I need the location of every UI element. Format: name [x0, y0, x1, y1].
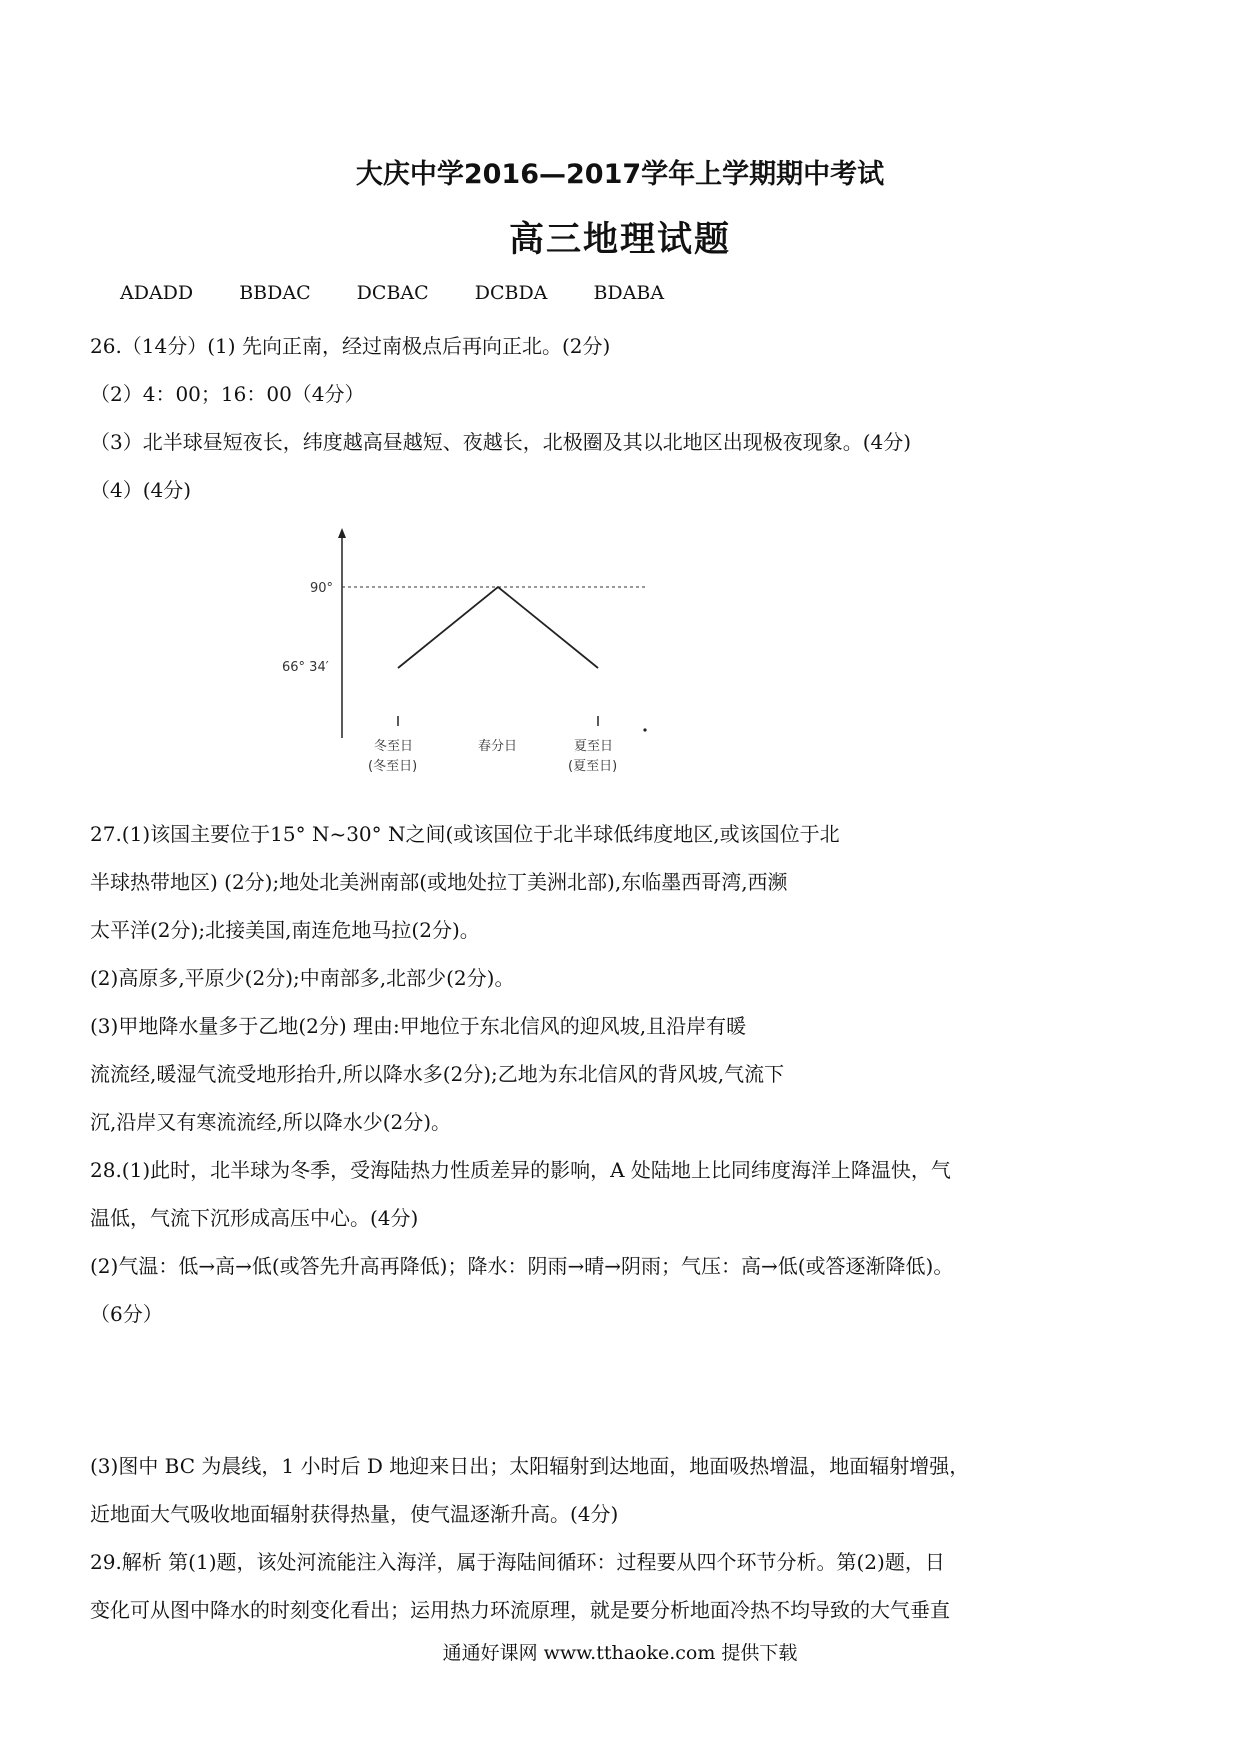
q28-line: (2)气温：低→高→低(或答先升高再降低)；降水：阴雨→晴→阴雨；气压：高→低(或答逐渐降低)。	[90, 1254, 954, 1278]
exam-title: 大庆中学2016—2017学年上学期期中考试	[355, 159, 885, 190]
q27-line: 流流经,暖湿气流受地形抬升,所以降水多(2分);乙地为东北信风的背风坡,气流下	[90, 1062, 785, 1086]
answer-group: BBDAC	[239, 282, 311, 304]
answer-group: DCBAC	[356, 282, 429, 304]
x-label-summer: 夏至日	[574, 739, 614, 754]
q27-line: (3)甲地降水量多于乙地(2分) 理由:甲地位于东北信风的迎风坡,且沿岸有暖	[90, 1014, 747, 1038]
curve	[398, 587, 598, 668]
q27-line: 27.(1)该国主要位于15° N~30° N之间(或该国位于北半球低纬度地区,或该国位于北	[90, 822, 840, 846]
q28-line: 近地面大气吸收地面辐射获得热量，使气温逐渐升高。(4分)	[90, 1502, 619, 1526]
dot	[643, 728, 646, 731]
multiple-choice-answers	[120, 282, 704, 304]
q26-line: 26.（14分）(1) 先向正南，经过南极点后再向正北。(2分)	[90, 334, 611, 358]
x-label-winter-sub: (冬至日)	[368, 759, 418, 774]
x-label-summer-sub: (夏至日)	[568, 759, 618, 774]
q28-line: （6分）	[90, 1302, 163, 1326]
y-label-66: 66° 34′	[282, 660, 329, 675]
answer-group: BDABA	[593, 282, 665, 304]
answer-group: DCBDA	[474, 282, 548, 304]
exam-subtitle: 高三地理试题	[508, 220, 731, 260]
footer: 通通好课网 www.tthaoke.com 提供下载	[442, 1642, 798, 1664]
q26-line: （2）4：00；16：00（4分）	[90, 382, 365, 406]
solar-altitude-graph	[270, 520, 670, 790]
x-label-spring: 春分日	[478, 739, 518, 754]
q29-line: 29.解析 第(1)题，该处河流能注入海洋，属于海陆间循环：过程要从四个环节分析。第(2)题，日	[90, 1550, 945, 1574]
answer-group: ADADD	[120, 282, 194, 304]
y-axis-arrow	[338, 528, 346, 538]
q27-line: 半球热带地区) (2分);地处北美洲南部(或地处拉丁美洲北部),东临墨西哥湾,西濒	[90, 870, 788, 894]
q29-line: 变化可从图中降水的时刻变化看出；运用热力环流原理，就是要分析地面冷热不均导致的大气垂直	[90, 1598, 950, 1622]
q27-line: 太平洋(2分);北接美国,南连危地马拉(2分)。	[90, 918, 480, 942]
q26-line: （3）北半球昼短夜长，纬度越高昼越短、夜越长，北极圈及其以北地区出现极夜现象。(4分)	[90, 430, 912, 454]
y-label-90: 90°	[310, 581, 334, 596]
q27-line: 沉,沿岸又有寒流流经,所以降水少(2分)。	[90, 1110, 452, 1134]
q28-line: 28.(1)此时，北半球为冬季，受海陆热力性质差异的影响，A 处陆地上比同纬度海洋上降温快，气	[90, 1158, 951, 1182]
q26-line: （4）(4分)	[90, 478, 192, 502]
q28-line: 温低，气流下沉形成高压中心。(4分)	[90, 1206, 419, 1230]
q27-line: (2)高原多,平原少(2分);中南部多,北部少(2分)。	[90, 966, 515, 990]
q28-line: (3)图中 BC 为晨线，1 小时后 D 地迎来日出；太阳辐射到达地面，地面吸热增温，地面辐射增强，	[90, 1454, 970, 1478]
x-label-winter: 冬至日	[374, 739, 414, 754]
